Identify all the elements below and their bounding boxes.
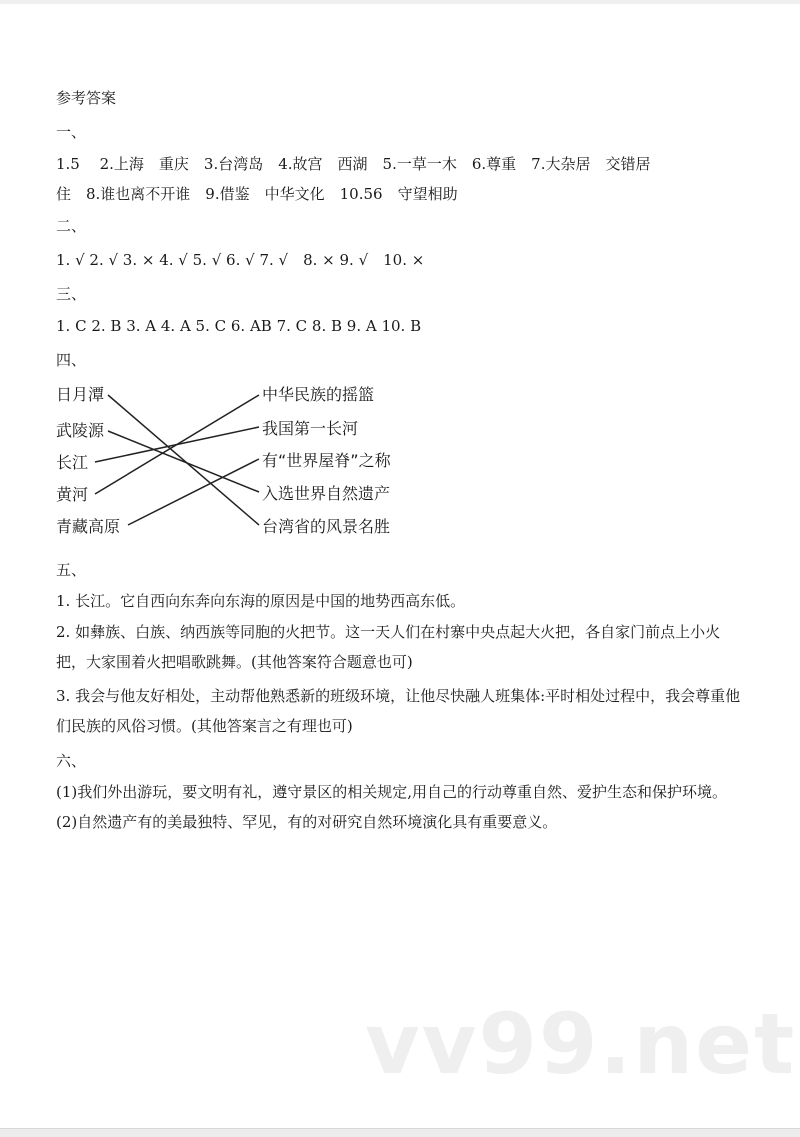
section-1-line-1: 1.5 2.上海 重庆 3.台湾岛 4.故宫 西湖 5.一草一木 6.尊重 7.大杂居 交错居 <box>56 155 651 173</box>
match-right-2: 我国第一长河 <box>262 419 359 438</box>
section-3-label: 三、 <box>56 285 87 303</box>
section-2-answers: 1. √ 2. √ 3. × 4. √ 5. √ 6. √ 7. √ 8. × 9. √ 10. × <box>56 251 425 269</box>
section-5-label: 五、 <box>56 561 87 579</box>
section-2-label: 二、 <box>56 217 87 235</box>
match-right-3: 有“世界屋脊”之称 <box>262 451 391 470</box>
matching-lines <box>0 0 800 560</box>
match-left-2: 武陵源 <box>56 421 105 440</box>
page-title: 参考答案 <box>56 89 117 107</box>
match-left-4: 黄河 <box>56 485 89 504</box>
section-3-answers: 1. C 2. B 3. A 4. A 5. C 6. AB 7. C 8. B 9. A 10. B <box>56 317 422 335</box>
page-bottom-edge <box>0 1128 800 1137</box>
section-6-label: 六、 <box>56 752 87 770</box>
watermark: vv99.net <box>365 995 797 1093</box>
section-1-line-2: 住 8.谁也离不开谁 9.借鉴 中华文化 10.56 守望相助 <box>56 185 458 203</box>
section-4-label: 四、 <box>56 351 87 369</box>
line-yellow-river-to-cradle <box>95 395 259 494</box>
match-left-1: 日月潭 <box>56 385 105 404</box>
section-5-answer-1: 1. 长江。它自西向东奔向东海的原因是中国的地势西高东低。 <box>56 592 466 610</box>
match-right-1: 中华民族的摇篮 <box>262 385 375 404</box>
section-1-label: 一、 <box>56 123 87 141</box>
match-left-3: 长江 <box>56 453 89 472</box>
section-6-answer: (1)我们外出游玩，要文明有礼，遵守景区的相关规定,用自己的行动尊重自然、爱护生态和保护环境。(2)自然遗产有的美最独特、罕见，有的对研究自然环境演化具有重要意义。 <box>56 783 728 831</box>
section-5-answer-2: 2. 如彝族、白族、纳西族等同胞的火把节。这一天人们在村寨中央点起大火把，各自家门前点上小火把，大家围着火把唱歌跳舞。(其他答案符合题意也可) <box>56 623 721 671</box>
section-5-answer-3: 3. 我会与他友好相处，主动帮他熟悉新的班级环境，让他尽快融人班集体:平时相处过程中，我会尊重他们民族的风俗习惯。(其他答案言之有理也可) <box>56 687 741 735</box>
match-left-5: 青藏高原 <box>56 517 121 536</box>
match-right-4: 入选世界自然遗产 <box>262 484 391 503</box>
match-right-5: 台湾省的风景名胜 <box>262 517 391 536</box>
line-sun-moon-lake-to-taiwan <box>108 395 259 525</box>
